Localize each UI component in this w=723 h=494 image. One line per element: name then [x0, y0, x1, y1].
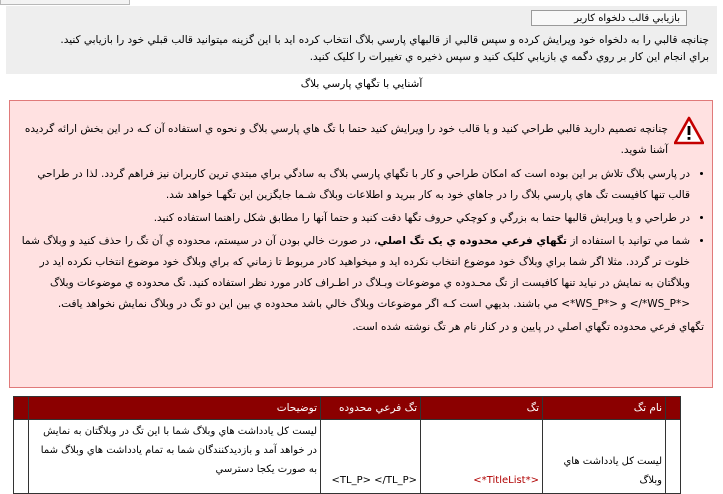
restore-template-panel	[6, 6, 717, 74]
cell-sub-tag: <TL_P> </TL_P>	[321, 420, 421, 494]
warning-bullet-2: • در طراحي و يا ويرايش قالبها حتما به بزرگي و کوچکي حروف تگها دقت کنيد و حتما آنها را مطابق شکل راهنما استفاده کنيد.	[20, 208, 690, 229]
row-spacer-left	[14, 420, 29, 494]
header-sub-tag: تگ فرعي محدوده	[321, 397, 421, 420]
cell-tag	[421, 420, 543, 494]
warning-box	[9, 100, 713, 388]
warning-icon	[674, 116, 704, 146]
table-row	[14, 420, 681, 494]
bullet3-bold-text: تگهاي فرعي محدوده ي يک تگ اصلي	[377, 235, 567, 247]
warning-list	[20, 164, 704, 315]
warning-bullet-3	[20, 231, 690, 315]
warning-footer: تگهاي فرعي محدوده تگهاي اصلي در پايين و در کنار نام هر تگ نوشته شده است.	[352, 321, 704, 333]
tags-table	[13, 396, 681, 494]
header-tag: تگ	[421, 397, 543, 420]
top-panel-edge	[0, 0, 130, 5]
header-tag-name: نام تگ	[543, 397, 666, 420]
cell-tag-name: ليست کل يادداشت هاي وبلاگ	[543, 420, 666, 494]
header-description: توضيحات	[29, 397, 321, 420]
table-header-row	[14, 397, 681, 420]
row-spacer-right	[666, 420, 681, 494]
cell-description: ليست کل يادداشت هاي وبلاگ شما با اين تگ در وبلاگتان به نمايش در خواهد آمد و بازديدکنندگان شما به تمام يادداشت هاي وبلاگ شما به صورت يکجا دسترسي	[29, 420, 321, 494]
restore-template-description	[14, 32, 709, 66]
warning-intro: چنانچه تصميم داريد قالبي طراحي کنيد و يا قالب خود را ويرايش کنيد حتما با تگ هاي پارسي بلاگ و نحوه ي استفاده آن کـه در اين بخش ارائه گرديده آشنا شويد.	[24, 123, 668, 156]
bullet3-prefix: شما مي توانيد با استفاده از	[570, 235, 690, 247]
restore-template-button[interactable]: بازيابي قالب دلخواه کاربر	[531, 10, 687, 26]
tag-code: <*TitleList*>	[473, 475, 539, 486]
header-spacer-left	[14, 397, 29, 420]
warning-content	[20, 119, 704, 338]
header-spacer-right	[666, 397, 681, 420]
bullet3-suffix: ، در صورت خالي بودن آن در سيستم، محدوده ي آن تگ را حذف کنيد و وبلاگ شما خلوت تر گردد. مثلا اگر شما براي وبلاگ خود موضوع انتخاب نکرده ايد و ميخواهيد کادر مربوط تا زماني که براي وبلاگ خود موضوع انتخاب نکرده ايد در وبلاگتان به نمايش در نيايد تنها کافيست از تگ محـدوده ي موضوعات وبـلاگ در اطـراف کادر مورد نظر استفاده کنيد. تگ محدوده ي موضوعات وبلاگ <*WS_P*/> و <*WS_P*> مي باشند. بديهي است کـه اگر موضوعات وبلاگ خالي باشد محدوده ي بين اين دو تگ در وبلاگ نمايش نخواهد يافت.	[21, 235, 690, 310]
warning-bullet-1: • در پارسي بلاگ تلاش بر اين بوده است که امکان طراحي و کار با تگهاي پارسي بلاگ به سادگي براي مبتدي ترين کاربران نيز فراهم گردد. لذا در طراحي قالب تنها کافيست تگ هاي پارسي بلاگ را در جاهاي خود به کار ببريد و اطلاعات وبلاگ شـما جايگزين اين تگهـا خواهد شد.	[20, 164, 690, 206]
section-title: آشنايي با تگهاي پارسي بلاگ	[300, 78, 423, 90]
restore-info-line-1: چنانچه قالبي را به دلخواه خود ويرايش کرده و سپس قالبي از قالبهاي پارسي بلاگ انتخاب کرده ايد با اين گزينه ميتوانيد قالب قبلي خود را بازيابي کنيد.	[60, 34, 709, 46]
restore-info-line-2: براي انجام اين کار بر روي دگمه ي بازيابي کليک کنيد و سپس ذخيره ي تغييرات را کليک کنيد.	[309, 51, 709, 63]
